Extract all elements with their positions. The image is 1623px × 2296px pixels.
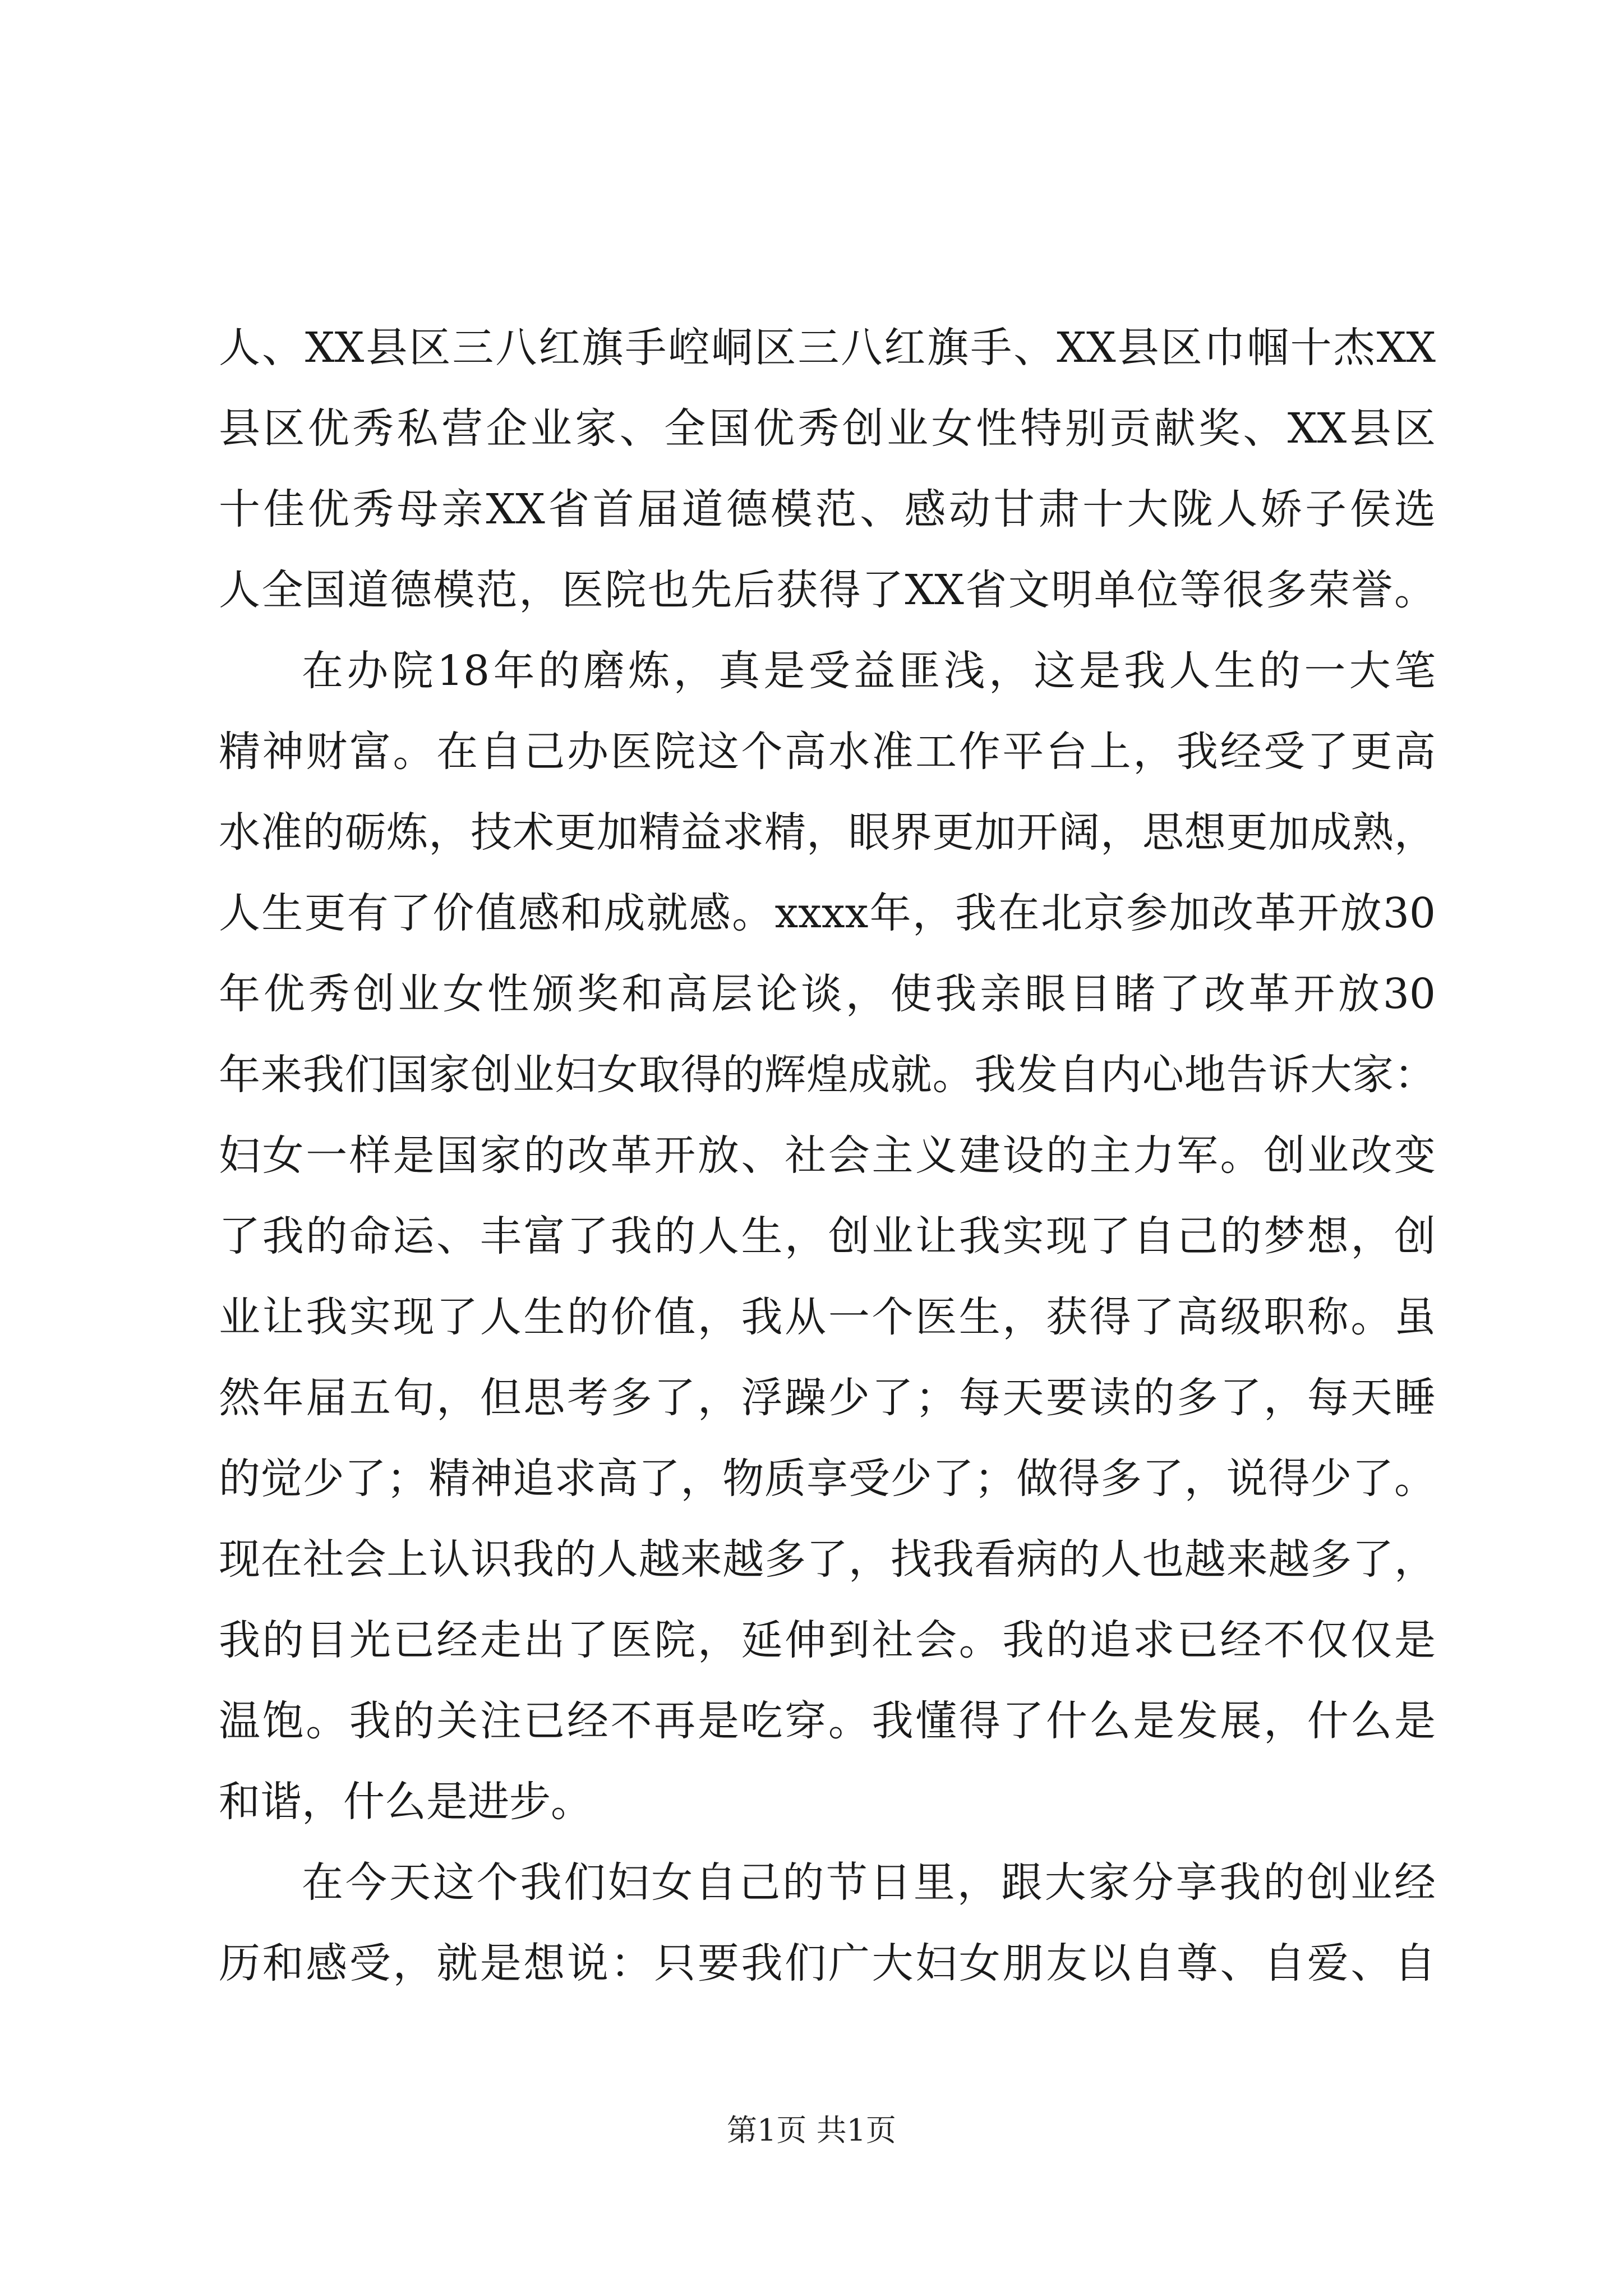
text-line: 年来我们国家创业妇女取得的辉煌成就。我发自内心地告诉大家： (219, 1051, 1436, 1099)
paragraph-3 (219, 1842, 1436, 2004)
text-line: 然年届五旬，但思考多了，浮躁少了；每天要读的多了，每天睡 (219, 1374, 1436, 1422)
text-line: 年优秀创业女性颁奖和高层论谈，使我亲眼目睹了改革开放30 (219, 970, 1436, 1018)
text-line: 历和感受，就是想说：只要我们广大妇女朋友以自尊、自爱、自 (219, 1939, 1436, 1987)
text-line: 精神财富。在自己办医院这个高水准工作平台上，我经受了更高 (219, 728, 1436, 776)
text-line: 人生更有了价值感和成就感。xxxx年，我在北京参加改革开放30 (219, 889, 1436, 937)
text-line: 人、XX县区三八红旗手崆峒区三八红旗手、XX县区巾帼十杰XX (219, 324, 1436, 372)
text-line: 在办院18年的磨炼，真是受益匪浅，这是我人生的一大笔 (302, 647, 1436, 695)
text-line: 的觉少了；精神追求高了，物质享受少了；做得多了，说得少了。 (219, 1455, 1436, 1503)
document-body (219, 307, 1436, 2004)
text-line: 妇女一样是国家的改革开放、社会主义建设的主力军。创业改变 (219, 1131, 1436, 1180)
text-line: 温饱。我的关注已经不再是吃穿。我懂得了什么是发展，什么是 (219, 1697, 1436, 1745)
text-line: 现在社会上认识我的人越来越多了，找我看病的人也越来越多了， (219, 1535, 1436, 1584)
text-line: 十佳优秀母亲XX省首届道德模范、感动甘肃十大陇人娇子侯选 (219, 485, 1436, 533)
text-line: 业让我实现了人生的价值，我从一个医生，获得了高级职称。虽 (219, 1293, 1436, 1341)
text-line: 了我的命运、丰富了我的人生，创业让我实现了自己的梦想，创 (219, 1212, 1436, 1260)
text-line: 人全国道德模范，医院也先后获得了XX省文明单位等很多荣誉。 (219, 566, 1436, 614)
text-line: 水准的砺炼，技术更加精益求精，眼界更加开阔，思想更加成熟， (219, 808, 1436, 857)
text-line: 我的目光已经走出了医院，延伸到社会。我的追求已经不仅仅是 (219, 1616, 1436, 1664)
paragraph-1 (219, 307, 1436, 631)
text-line: 县区优秀私营企业家、全国优秀创业女性特别贡献奖、XX县区 (219, 404, 1436, 453)
page-number-label: 第1页 共1页 (727, 2113, 896, 2148)
paragraph-2 (219, 631, 1436, 1842)
page-footer (0, 2106, 1623, 2150)
text-line: 和谐，什么是进步。 (219, 1778, 592, 1826)
text-line: 在今天这个我们妇女自己的节日里，跟大家分享我的创业经 (302, 1858, 1436, 1907)
